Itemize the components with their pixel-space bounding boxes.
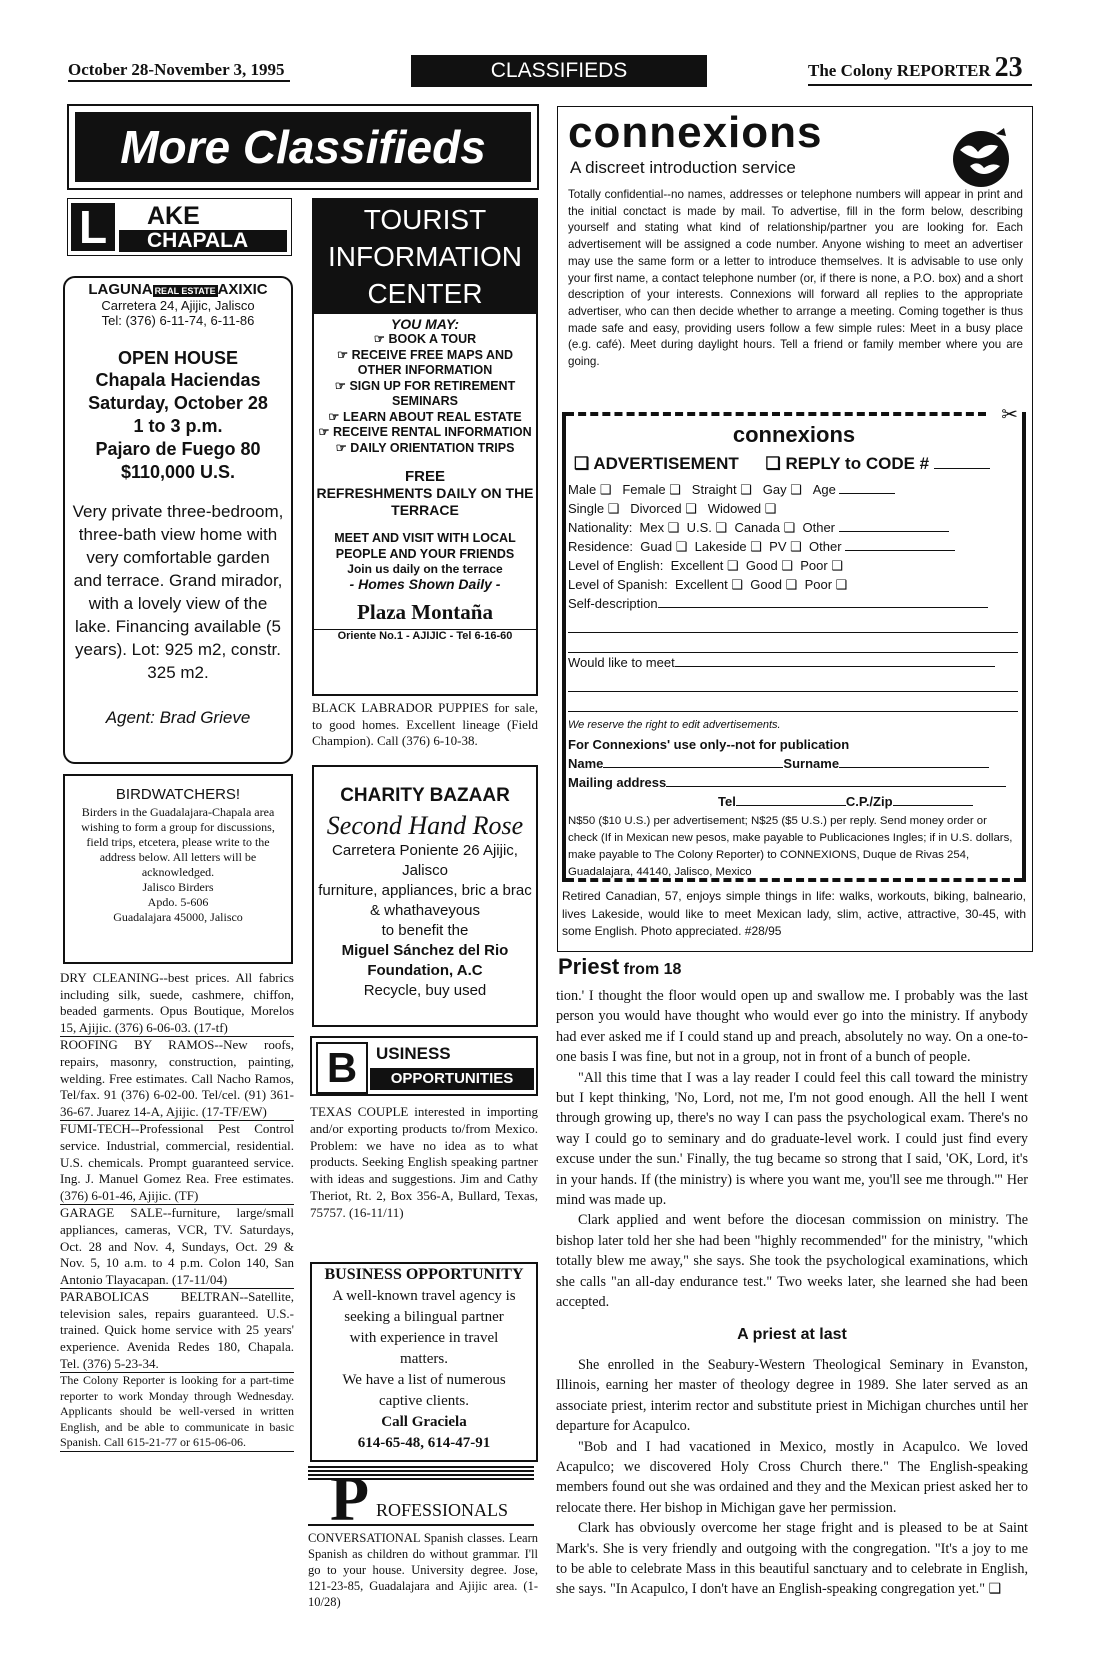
lake-chapala-logo (67, 198, 292, 256)
open-house-place: Chapala Haciendas (95, 370, 261, 390)
priest-paragraph: "All this time that I was a lay reader I could feel this call toward the ministry but I kept thinking, 'No, Lord, not me, I'm not good enough. All the hell I went through growing up, there's no way I can pass the psychological exam. There's no way I could go to seminary and do graduate-level work. I could just find every excuse under the sun.' Finally, the tug became so strong that I said, 'OK, Lord, it's in your hands. If (the ministry) is where you want me, you'll see me through.'" Her mind was made up. (556, 1069, 1028, 1209)
agent-name: Agent: Brad Grieve (105, 708, 251, 727)
advertisement-label: ADVERTISEMENT (593, 454, 739, 473)
laguna-ad (63, 276, 293, 764)
mailing-row: Mailing address (568, 773, 1018, 792)
self-description-line[interactable] (568, 613, 1018, 633)
name-field[interactable] (603, 767, 783, 768)
banner-title: More Classifieds (75, 112, 531, 182)
code-field[interactable] (934, 468, 990, 469)
priest-head: Priest (558, 954, 620, 979)
age-field[interactable] (839, 493, 895, 494)
tourist-info-ad (312, 198, 538, 696)
zip-field[interactable] (893, 805, 973, 806)
price-note: N$50 ($10 U.S.) per advertisement; N$25 ($5 U.S.) per reply. Send money order or check (If in Mexican new pesos, make payable to Publicaciones Ingles; if in U.S. dollars, make payable to The Colony Reporter) to CONNEXIONS, Duque de Rivas 254, Guadalajara, 44140, Jalisco, Mexico (568, 815, 1013, 878)
nationality-other-field[interactable] (839, 531, 949, 532)
tourist-title: TOURIST INFORMATION CENTER (314, 200, 536, 314)
birdwatchers-sign1: Jalisco Birders (142, 880, 214, 894)
tourist-item: ☞ DAILY ORIENTATION TRIPS (335, 440, 515, 455)
ad-retired-canadian: Retired Canadian, 57, enjoys simple things in life: walks, workouts, biking, balneario, lives Lakeside, would like to meet Mexican lady, slim, active, attractive, 30-45, with some English. Photo appreciated. #28/95 (562, 889, 1026, 938)
connexions-form (562, 404, 1026, 882)
guad-checkbox[interactable]: ❑ (675, 539, 688, 554)
left-classifieds (60, 970, 294, 1452)
tel-zip-row: Tel C.P./Zip (568, 792, 1018, 811)
section-label: CLASSIFIEDS (411, 55, 707, 87)
straight-checkbox[interactable]: ❑ (740, 482, 752, 497)
meet-row: Would like to meet (568, 653, 1018, 672)
english-good-checkbox[interactable]: ❑ (781, 558, 793, 573)
tourist-items (314, 332, 536, 456)
agency-badge: REAL ESTATE (154, 286, 216, 296)
charity-foundation: Miguel Sánchez del Rio Foundation, A.C (341, 942, 509, 979)
priest-paragraph: Clark applied and went before the diocesan commission on ministry. The bishop later told her she had been "highly recommended" for the ministry, "which totally blew me away," she says. She took the psychological examinations, which she calls "an all-day endurance test." Two weeks later, she learned she had been accepted. (556, 1212, 1028, 1311)
open-house: OPEN HOUSE (117, 348, 239, 368)
meet-line[interactable] (568, 692, 1018, 712)
birdwatchers-sign2: Apdo. 5-606 (147, 895, 209, 909)
english-excellent-checkbox[interactable]: ❑ (727, 558, 739, 573)
opp-call: Call Graciela (381, 1414, 467, 1430)
spanish-poor-checkbox[interactable]: ❑ (835, 577, 848, 592)
lakeside-checkbox[interactable]: ❑ (750, 539, 762, 554)
birdwatchers-body: Birders in the Guadalajara-Chapala area wishing to form a group for discussions, field trips, etcetera, please write to the address below. All letters will be acknowledged. (81, 805, 275, 879)
logo-letter: L (71, 203, 115, 251)
plaza-montana: Plaza Montaña (357, 600, 493, 624)
meet-locals: MEET AND VISIT WITH LOCAL PEOPLE AND YOUR FRIENDS (334, 531, 516, 561)
form-fields (568, 480, 1018, 881)
charity-recycle: Recycle, buy used (363, 982, 487, 999)
ad-spanish-classes: CONVERSATIONAL Spanish classes. Learn Spanish as children do without grammar. I'll go to your house. University degree. Jose, 121-23-85, Guadalajara and Ajijic area. (1-10/28) (308, 1531, 538, 1609)
checkbox-advertisement[interactable]: ❑ (574, 454, 594, 473)
priest-paragraph: tion.' I thought the floor would open up and swallow me. I probably was the last person you would have thought who would ever go into the ministry. If anybody had ever asked me if I could stand up and preach, absolutely no way. On a one-to-one basis I was fine, but not in a group, not in front of a bunch of people. (556, 988, 1028, 1066)
tourist-item: ☞ BOOK A TOUR (373, 332, 477, 346)
english-poor-checkbox[interactable]: ❑ (831, 558, 843, 573)
priest-subhead: A priest at last (737, 1325, 847, 1343)
tourist-item: ☞ RECEIVE RENTAL INFORMATION (318, 425, 532, 439)
property-description: Very private three-bedroom, three-bath view home with very comfortable garden and terrace. Grand mirador, with a lovely view of the lake. Financing available (5 years). Lot: 925 m2, constr. 325 m2. (72, 502, 284, 682)
join-us: Join us daily on the terrace (347, 562, 503, 576)
widowed-checkbox[interactable]: ❑ (764, 501, 777, 516)
scissors-icon: ✂ (1001, 404, 1018, 426)
tourist-item: ☞ LEARN ABOUT REAL ESTATE (328, 409, 522, 424)
ad-roofing: ROOFING BY RAMOS--New roofs, repairs, masonry, construction, painting, welding. Free estimates. Call Nacho Ramos, Tel/fax. 91 (376) 6-02-00. Tel/cel. (91) 361-36-67. Juarez 14-A, Ajijic. (17-TF/EW) (60, 1037, 294, 1121)
priest-paragraph: She enrolled in the Seabury-Western Theological Seminary in Evanston, Illinois, earning her master of theology degree in 1989. She later served as an associate priest, interim rector and substitute priest in Michigan churches until her departure for Acapulco. (556, 1356, 1028, 1435)
priest-paragraph: "Bob and I had vacationed in Mexico, mostly in Acapulco. We loved Acapulco; we discovered Holy Cross Church there." The English-speaking members found out she was ordained and they and the Mexican priest asked her to relocate there. Her bishop in Michigan gave her permission. (556, 1438, 1028, 1516)
canada-checkbox[interactable]: ❑ (783, 520, 796, 535)
open-house-price: $110,000 U.S. (120, 462, 236, 482)
english-row: Level of English: Excellent ❑ Good ❑ Poor ❑ (568, 558, 843, 573)
homes-shown: - Homes Shown Daily - (349, 576, 501, 592)
checkbox-reply[interactable]: ❑ (765, 454, 786, 473)
priest-paragraph (556, 1518, 1028, 1600)
birdwatchers-title: BIRDWATCHERS! (115, 786, 241, 803)
agency-name (65, 281, 291, 298)
agency-tel: Tel: (376) 6-11-74, 6-11-86 (101, 313, 255, 328)
spanish-row: Level of Spanish: Excellent ❑ Good ❑ Poor ❑ (568, 577, 848, 592)
banner-frame (67, 104, 539, 190)
ad-garage-sale: GARAGE SALE--furniture, large/small appliances, cameras, VCR, TV. Saturdays, Oct. 28 and Nov. 4, Sundays, Oct. 29 & Nov. 5, 10 a.m. to 4 p.m. Colon 140, San Antonio Tlayacapan. (17-11/04) (60, 1205, 294, 1289)
business-heading (310, 1036, 538, 1096)
reserve-note: We reserve the right to edit advertisements. (568, 719, 781, 731)
agency-address: Carretera 24, Ajijic, Jalisco (101, 298, 255, 313)
agency-right: AXIXIC (217, 281, 268, 298)
free-label: FREE (404, 468, 445, 485)
charity-title: CHARITY BAZAAR (340, 785, 510, 806)
ad-fumitech: FUMI-TECH--Professional Pest Control service. Industrial, commercial, residential. U.S. chemicals. Prompt guaranteed service. Ing. J. Manuel Gomez Rea. Free estimates. (376) 6-01-46, Ajijic. (TF) (60, 1121, 294, 1205)
issue-date: October 28-November 3, 1995 (68, 60, 290, 82)
form-type-row (574, 454, 990, 474)
opp-phones: 614-65-48, 614-47-91 (357, 1435, 491, 1451)
divorced-checkbox[interactable]: ❑ (685, 501, 697, 516)
connexions-body: Totally confidential--no names, addresses or telephone numbers will appear in print and the initial conctact is made by mail. To advertise, fill in the form below, describing yourself and stating what kind of relationship/partner you are looking for. Each advertisement will be assigned a code number. Anyone wishing to meet an advertiser may use the same form or a letter to introduce themselves. It is advisable to use only your first name, a contact telephone number (or, if there is none, a P.O. box) and a short description of your interests. Connexions will forward all replies to the appropriate advertiser, who can then decide whether to arrange a meeting. Coming together is thus made safe and easy, providing users follow a few simple rules: Meet in a busy place (e.g. café). Meet during daylight hours. Tell a friend or family member where you are going. (568, 188, 1023, 369)
ad-texas-couple: TEXAS COUPLE interested in importing and/or exporting products to/from Mexico. Problem: we have no idea as to what products. Seeking English speaking partner with ideas and suggestions. Jim and Cathy Theriot, Rt. 2, Box 356-A, Bullard, Texas, 75757. (16-11/11) (310, 1104, 538, 1220)
logo-bottom: CHAPALA (119, 230, 287, 252)
male-checkbox[interactable]: ❑ (599, 482, 612, 497)
name-row: Name Surname (568, 754, 1018, 773)
spanish-excellent-checkbox[interactable]: ❑ (731, 577, 743, 592)
residence-row: Residence: Guad ❑ Lakeside ❑ PV ❑ Other (568, 537, 1018, 556)
paper-header (808, 52, 1032, 86)
business-word2: OPPORTUNITIES (370, 1068, 534, 1090)
birdwatchers-ad (63, 774, 293, 964)
birdwatchers-sign3: Guadalajara 45000, Jalisco (113, 910, 243, 924)
ad-reporter-wanted: The Colony Reporter is looking for a part-time reporter to work Monday through Wednesday. Applicants should be well-versed in written English, and be able to communicate in basic Spanish. Call 615-21-77 or 615-06-06. (60, 1373, 294, 1452)
self-description-row: Self-description (568, 594, 1018, 613)
charity-benefit: to benefit the (381, 922, 469, 939)
paper-name: The Colony REPORTER (808, 61, 991, 80)
ad-parabolicas: PARABOLICAS BELTRAN--Satellite, television sales, repairs guaranteed. U.S.-trained. Quick home service with 25 years' experience. Avenida Redes 180, Chapala. Tel. (376) 5-23-34. (60, 1289, 294, 1373)
us-checkbox[interactable]: ❑ (715, 520, 728, 535)
ad-dry-cleaning: DRY CLEANING--best prices. All fabrics including silk, suede, cashmere, chiffon, beaded garments. Opus Boutique, Morelos 15, Ajijic. (376) 6-06-03. (17-tf) (60, 970, 294, 1037)
opp-title: BUSINESS OPPORTUNITY (324, 1266, 524, 1283)
end-mark-icon: ❑ (988, 1581, 1002, 1598)
office-use: For Connexions' use only--not for publication (568, 737, 850, 752)
tourist-item: ☞ RECEIVE FREE MAPS AND OTHER INFORMATION (336, 347, 514, 377)
priest-last-paragraph-text: Clark has obviously overcome her stage fright and is pleased to be at Saint Mark's. She is very friendly and outgoing with the congregation. "It's a joy to me to be able to celebrate Mass in this beautiful sanctuary and to celebrate in English, she says. "In Acapulco, I don't have an English-speaking congregation yet." (556, 1520, 1028, 1598)
business-word1: USINESS (376, 1044, 451, 1063)
self-description-field[interactable] (658, 607, 988, 608)
single-checkbox[interactable]: ❑ (607, 501, 620, 516)
professionals-heading (308, 1463, 538, 1534)
female-checkbox[interactable]: ❑ (669, 482, 681, 497)
doves-logo-icon (948, 126, 1014, 190)
open-house-time: 1 to 3 p.m. (133, 416, 223, 436)
agency-left: LAGUNA (88, 281, 153, 298)
spanish-good-checkbox[interactable]: ❑ (785, 577, 798, 592)
charity-bazaar-ad (312, 765, 538, 1027)
pv-checkbox[interactable]: ❑ (790, 539, 802, 554)
you-may: YOU MAY: (390, 316, 460, 332)
priest-jump: from 18 (623, 961, 682, 978)
mex-checkbox[interactable]: ❑ (667, 520, 680, 535)
charity-script: Second Hand Rose (326, 811, 524, 840)
priest-heading (558, 954, 681, 980)
professionals-letter: P (330, 1463, 370, 1534)
gender-row: Male ❑ Female ❑ Straight ❑ Gay ❑ Age (568, 480, 1018, 499)
form-title: connexions (732, 422, 856, 447)
priest-article (556, 986, 1028, 1600)
open-house-street: Pajaro de Fuego 80 (95, 439, 261, 459)
meet-field[interactable] (675, 666, 995, 667)
mailing-field[interactable] (666, 786, 1006, 787)
business-letter: B (316, 1042, 368, 1094)
meet-line[interactable] (568, 672, 1018, 692)
plaza-address: Oriente No.1 - AJIJIC - Tel 6-16-60 (314, 629, 536, 642)
opp-body2: We have a list of numerous captive clients. (342, 1372, 506, 1409)
nationality-row: Nationality: Mex ❑ U.S. ❑ Canada ❑ Other (568, 518, 1018, 537)
residence-other-field[interactable] (845, 550, 955, 551)
tel-field[interactable] (736, 805, 846, 806)
reply-label: REPLY to CODE # (785, 454, 930, 473)
page-number: 23 (994, 52, 1023, 83)
gay-checkbox[interactable]: ❑ (790, 482, 802, 497)
professionals-word: ROFESSIONALS (376, 1500, 509, 1520)
status-row: Single ❑ Divorced ❑ Widowed ❑ (568, 501, 777, 516)
logo-top: AKE (147, 202, 200, 230)
charity-items: furniture, appliances, bric a brac & whathaveyous (318, 882, 532, 919)
business-opportunity-ad (310, 1262, 538, 1462)
surname-field[interactable] (839, 767, 989, 768)
refreshments: REFRESHMENTS DAILY ON THE TERRACE (316, 485, 534, 518)
tourist-item: ☞ SIGN UP FOR RETIREMENT SEMINARS (334, 378, 516, 408)
open-house-date: Saturday, October 28 (88, 393, 268, 413)
opp-body1: A well-known travel agency is seeking a bilingual partner with experience in travel matters. (332, 1288, 516, 1367)
connexions-tagline: A discreet introduction service (570, 158, 796, 177)
charity-address: Carretera Poniente 26 Ajijic, Jalisco (332, 842, 518, 879)
connexions-title: connexions (568, 108, 823, 157)
ad-labrador: BLACK LABRADOR PUPPIES for sale, to good homes. Excellent lineage (Field Champion). Call (376) 6-10-38. (312, 700, 538, 748)
self-description-line[interactable] (568, 633, 1018, 653)
